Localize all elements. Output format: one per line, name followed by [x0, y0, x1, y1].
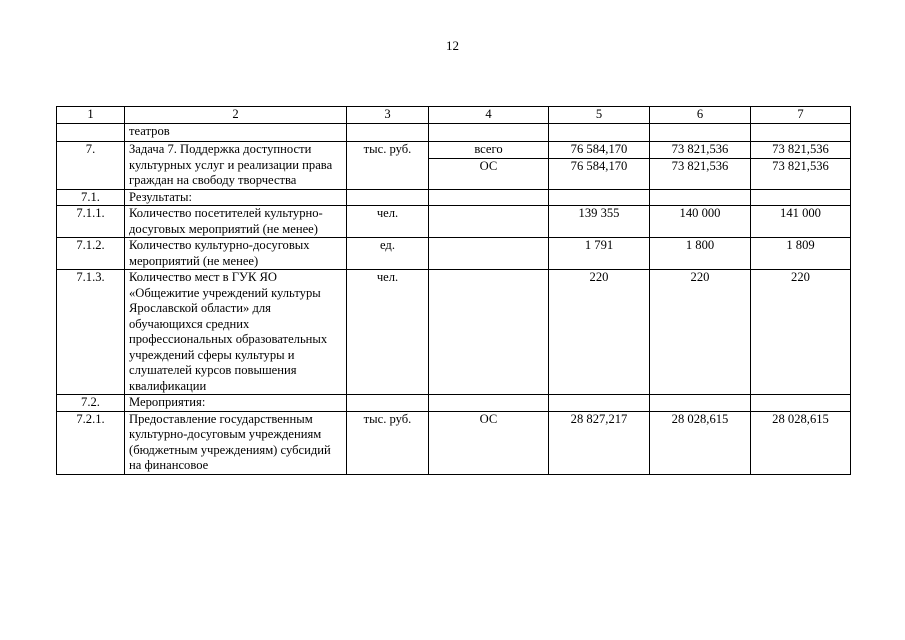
value-cell: 73 821,536	[650, 142, 750, 159]
table-row	[57, 395, 851, 412]
row-name: Мероприятия:	[125, 395, 347, 412]
table-row	[57, 124, 851, 142]
header-cell: 2	[125, 107, 347, 124]
row-number: 7.1.	[57, 189, 125, 206]
row-name: Количество мест в ГУК ЯО «Общежитие учреждений культуры Ярославской области» для обучающихся средних профессиональных образовательных учреждений сферы культуры и слушателей курсов повышения квалификации	[125, 270, 347, 395]
row-name: театров	[125, 124, 347, 142]
row-number: 7.	[57, 142, 125, 190]
row-unit: ед.	[347, 238, 429, 270]
header-cell: 6	[650, 107, 751, 124]
header-cell: 1	[57, 107, 125, 124]
value-cell: 73 821,536	[772, 159, 829, 173]
value-cell: 76 584,170	[570, 159, 628, 173]
value-cell: 28 827,217	[549, 411, 650, 474]
row-name: Результаты:	[125, 189, 347, 206]
value-cell: 28 028,615	[751, 411, 851, 474]
value-cell: 1 791	[549, 238, 650, 270]
row-unit: тыс. руб.	[347, 142, 429, 190]
value-cell: 140 000	[650, 206, 751, 238]
value-cell: 220	[751, 270, 851, 395]
value-cell: 1 800	[650, 238, 751, 270]
table-row	[57, 238, 851, 270]
value-cell: 1 809	[751, 238, 851, 270]
value-cell: 141 000	[751, 206, 851, 238]
value-cell: 73 821,536	[751, 142, 850, 159]
header-cell: 4	[429, 107, 549, 124]
table-row	[57, 411, 851, 474]
value-cell: 73 821,536	[671, 159, 729, 173]
header-cell: 7	[751, 107, 851, 124]
row-name: Задача 7. Поддержка доступности культурных услуг и реализации права граждан на свободу творчества	[125, 142, 347, 190]
header-cell: 3	[347, 107, 429, 124]
row-number: 7.1.2.	[57, 238, 125, 270]
header-cell: 5	[549, 107, 650, 124]
row-number: 7.1.3.	[57, 270, 125, 395]
row-name: Предоставление государственным культурно-досуговым учреждениям (бюджетным учреждениям) субсидий на финансовое	[125, 411, 347, 474]
value-cell: 220	[650, 270, 751, 395]
row-number: 7.2.1.	[57, 411, 125, 474]
row-source: ОС	[479, 159, 498, 173]
table-row	[57, 189, 851, 206]
page-number: 12	[446, 38, 459, 53]
row-source: ОС	[429, 411, 549, 474]
value-cell: 28 028,615	[650, 411, 751, 474]
table-row	[57, 270, 851, 395]
row-number: 7.2.	[57, 395, 125, 412]
row-number: 7.1.1.	[57, 206, 125, 238]
table-row	[57, 206, 851, 238]
value-cell: 220	[549, 270, 650, 395]
row-name: Количество посетителей культурно-досуговых мероприятий (не менее)	[125, 206, 347, 238]
row-source: всего	[429, 142, 548, 159]
value-cell: 76 584,170	[549, 142, 649, 159]
table-row	[57, 142, 851, 190]
program-table	[56, 106, 851, 475]
row-name: Количество культурно-досуговых мероприятий (не менее)	[125, 238, 347, 270]
row-unit: чел.	[347, 206, 429, 238]
header-row	[57, 107, 851, 124]
row-unit: чел.	[347, 270, 429, 395]
value-cell: 139 355	[549, 206, 650, 238]
row-unit: тыс. руб.	[347, 411, 429, 474]
